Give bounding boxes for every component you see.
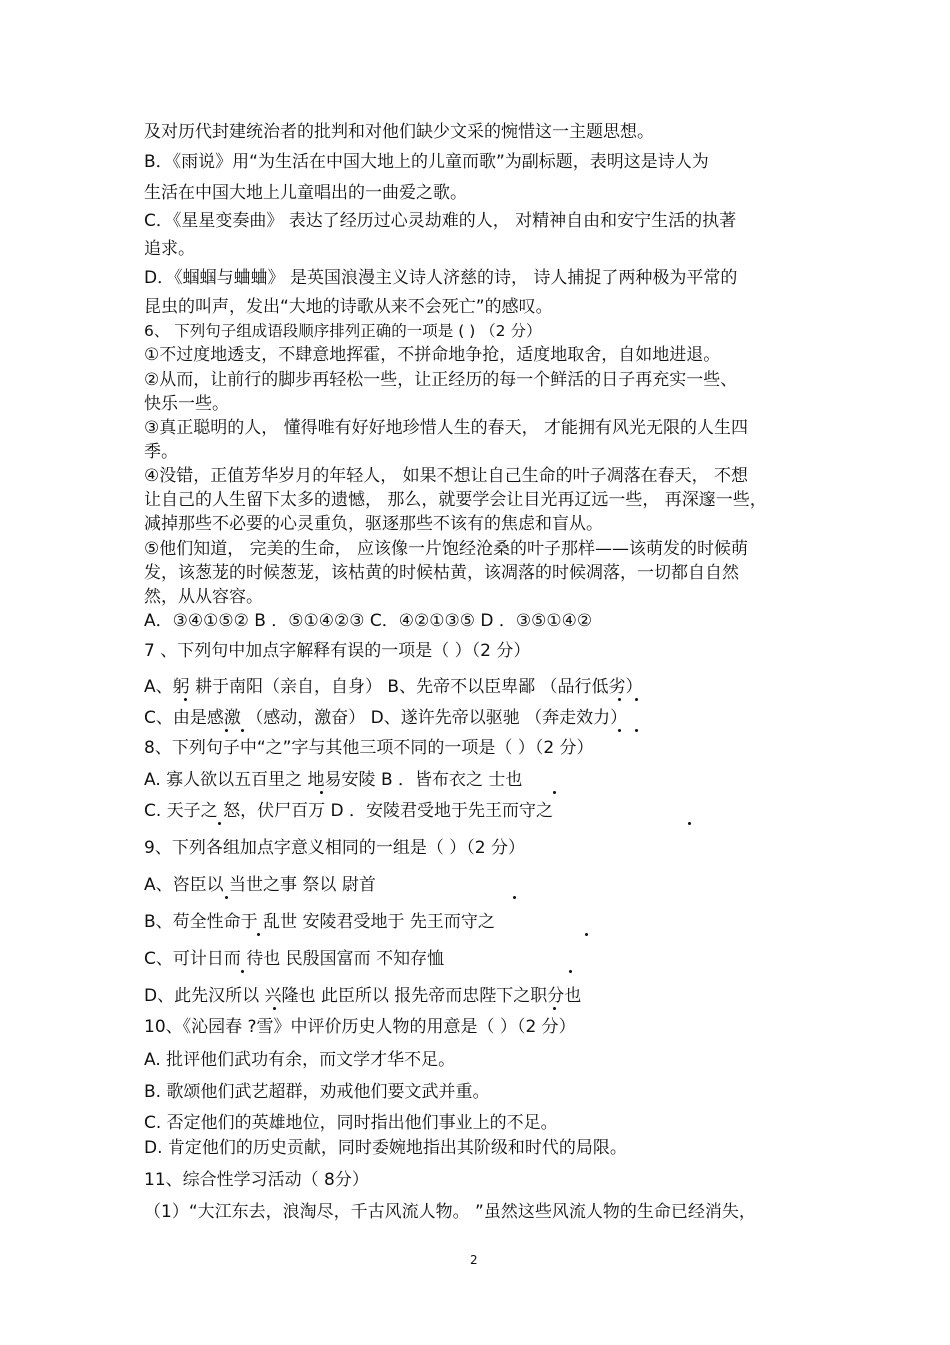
emphasis-dot: [635, 698, 638, 701]
question-11: 11、综合性学习活动（ 8分）: [144, 1170, 369, 1190]
option-row: D、此先汉所以 兴隆也 此臣所以 报先帝而忠陛下之职分也: [144, 986, 582, 1006]
text-line: ③真正聪明的人， 懂得唯有好好地珍惜人生的春天， 才能拥有风光无限的人生四: [144, 418, 749, 438]
question-10: 10、《沁园春 ?雪》中评价历史人物的用意是（ ）（2 分）: [144, 1017, 576, 1037]
emphasis-dot: [553, 1007, 556, 1010]
option-row: C. 天子之 怒，伏尸百万 D ．安陵君受地于先王而守之: [144, 801, 553, 821]
text-line: 然，从从容容。: [144, 587, 263, 607]
text-line: 让自己的人生留下太多的遗憾， 那么，就要学会让目光再辽远一些， 再深邃一些，: [144, 490, 767, 510]
option-row: A. 寡人欲以五百里之 地易安陵 B ．皆布衣之 士也: [144, 770, 523, 790]
text-line: ①不过度地透支，不肆意地挥霍，不拼命地争抢，适度地取舍，自如地进退。: [144, 345, 721, 365]
emphasis-dot: [257, 933, 260, 936]
text-line: 快乐一些。: [144, 394, 229, 414]
option-line: C. 否定他们的英雄地位，同时指出他们事业上的不足。: [144, 1113, 558, 1133]
text-line: 生活在中国大地上儿童唱出的一曲爱之歌。: [144, 183, 467, 203]
emphasis-dot: [569, 970, 572, 973]
emphasis-dot: [688, 822, 691, 825]
text-line: C．《星星变奏曲》 表达了经历过心灵劫难的人， 对精神自由和安宁生活的执著: [144, 211, 737, 231]
text-line: B．《雨说》用“为生活在中国大地上的儿童而歌”为副标题，表明这是诗人为: [144, 152, 709, 172]
question-7: 7 、下列句中加点字解释有误的一项是（ ）（2 分）: [144, 641, 531, 661]
emphasis-dot: [225, 729, 228, 732]
emphasis-dot: [184, 698, 187, 701]
text-line: 昆虫的叫声，发出“大地的诗歌从来不会死亡”的感叹。: [144, 297, 553, 317]
emphasis-dot: [218, 822, 221, 825]
emphasis-dot: [241, 970, 244, 973]
option-row: A、咨臣以 当世之事 祭以 尉首: [144, 875, 376, 895]
emphasis-dot: [513, 896, 516, 899]
question-9: 9、下列各组加点字意义相同的一组是（ ）（2 分）: [144, 838, 525, 858]
option-row: B、苟全性命于 乱世 安陵君受地于 先王而守之: [144, 912, 495, 932]
text-line: ④没错，正值芳华岁月的年轻人， 如果不想让自己生命的叶子凋落在春天， 不想: [144, 466, 749, 486]
emphasis-dot: [553, 791, 556, 794]
emphasis-dot: [241, 729, 244, 732]
emphasis-dot: [320, 791, 323, 794]
text-line: ⑤他们知道， 完美的生命， 应该像一片饱经沧桑的叶子那样——该萌发的时候萌: [144, 539, 749, 559]
option-line: D. 肯定他们的历史贡献，同时委婉地指出其阶级和时代的局限。: [144, 1138, 627, 1158]
emphasis-dot: [273, 1007, 276, 1010]
option-line: B. 歌颂他们武艺超群，劝戒他们要文武并重。: [144, 1082, 490, 1102]
emphasis-dot: [618, 698, 621, 701]
question-8: 8、下列句子中“之”字与其他三项不同的一项是（ ）（2 分）: [144, 738, 594, 758]
text-line: ②从而，让前行的脚步再轻松一些，让正经历的每一个鲜活的日子再充实一些、: [144, 370, 738, 390]
text-line: 及对历代封建统治者的批判和对他们缺少文采的惋惜这一主题思想。: [144, 122, 654, 142]
option-row: C、可计日而 待也 民殷国富而 不知存恤: [144, 949, 445, 969]
emphasis-dot: [225, 896, 228, 899]
option-line: A. 批评他们武功有余，而文学才华不足。: [144, 1050, 456, 1070]
text-line: 季。: [144, 442, 178, 462]
text-line: D．《蝈蝈与蛐蛐》 是英国浪漫主义诗人济慈的诗， 诗人捕捉了两种极为平常的: [144, 268, 738, 288]
option-row: C、由是感激 （感动，激奋） D、遂许先帝以驱驰 （奔走效力）: [144, 708, 628, 728]
question-6: 6、 下列句子组成语段顺序排列正确的一项是 ( ) （2 分）: [144, 322, 542, 340]
text-line: （1）“大江东去，浪淘尽，千古风流人物。 ”虽然这些风流人物的生命已经消失，: [144, 1202, 756, 1222]
answer-options-6: A．③④①⑤② B ．⑤①④②③ C．④②①③⑤ D ．③⑤①④②: [144, 611, 593, 631]
emphasis-dot: [618, 729, 621, 732]
emphasis-dot: [635, 729, 638, 732]
page-number: 2: [470, 1253, 478, 1267]
emphasis-dot: [585, 933, 588, 936]
text-line: 发，该葱茏的时候葱茏，该枯黄的时候枯黄，该凋落的时候凋落，一切都自自然: [144, 563, 739, 583]
text-line: 追求。: [144, 239, 195, 259]
option-row: A、躬 耕于南阳（亲自，自身） B、先帝不以臣卑鄙 （品行低劣）: [144, 677, 643, 697]
text-line: 减掉那些不必要的心灵重负，驱逐那些不该有的焦虑和盲从。: [144, 514, 603, 534]
